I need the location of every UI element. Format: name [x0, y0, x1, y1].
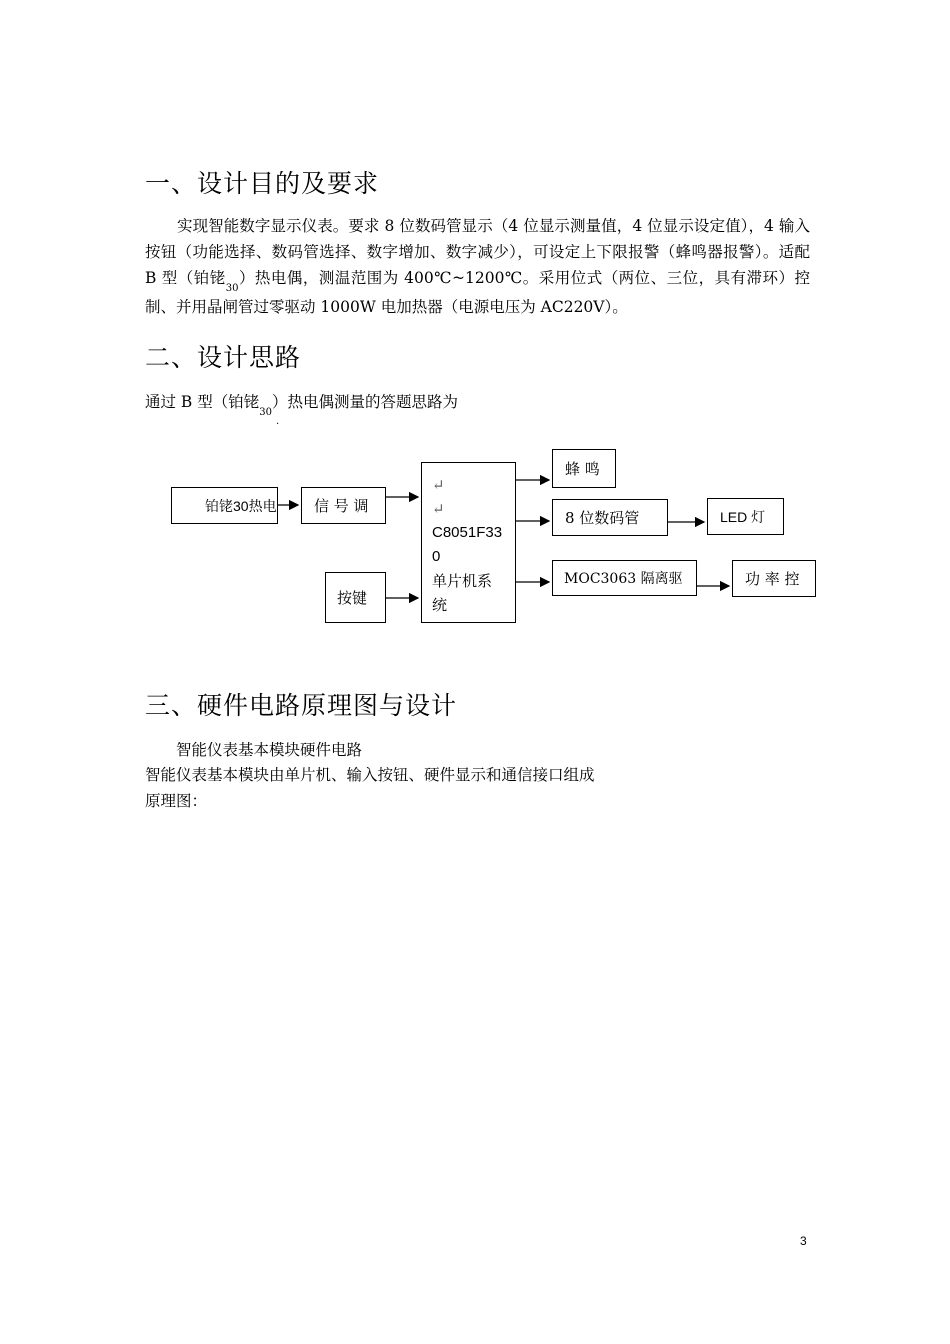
section1-heading: 一、设计目的及要求 [145, 169, 380, 198]
page-number: 3 [800, 1234, 807, 1248]
section3-line1: 智能仪表基本模块硬件电路 [176, 741, 363, 759]
section3-line3: 原理图： [145, 792, 208, 810]
mcu-box: ↵ ↵ C8051F33 0 单片机系 统 [421, 462, 516, 623]
section3-line2: 智能仪表基本模块由单片机、输入按钮、硬件显示和通信接口组成 [145, 766, 595, 784]
section1-paragraph: 实现智能数字显示仪表。要求 8 位数码管显示（4 位显示测量值，4 位显示设定值），4 输入按钮（功能选择、数码管选择、数字增加、数字减少），可设定上下限报警（蜂鸣器报警）。适配 B 型（铂铑$_{30}$）热电偶，测温范围为 400℃~1200℃。采用位式（两位、三位，具有滞环）控制、并用晶闸管过零驱动 1000W 电加热器（电源电压为 AC220V）。 [145, 217, 810, 316]
thermocouple-box: 铂铑30热电 [171, 487, 278, 524]
seven-segment-box: 8 位数码管 [552, 499, 668, 536]
buzzer-box: 蜂 鸣 [552, 449, 616, 488]
power-control-box: 功 率 控 [732, 560, 816, 597]
section2-heading: 二、设计思路 [145, 343, 302, 372]
section3-heading: 三、硬件电路原理图与设计 [145, 691, 458, 720]
stray-dot: . [276, 416, 280, 427]
keys-box: 按键 [325, 572, 386, 623]
led-box: LED 灯 [707, 498, 784, 535]
section2-intro: 通过 B 型（铂铑$_{30}$）热电偶测量的答题思路为 [145, 393, 458, 418]
signal-conditioning-box: 信 号 调 [301, 487, 386, 524]
moc-driver-box: MOC3063 隔离驱 [552, 560, 697, 596]
